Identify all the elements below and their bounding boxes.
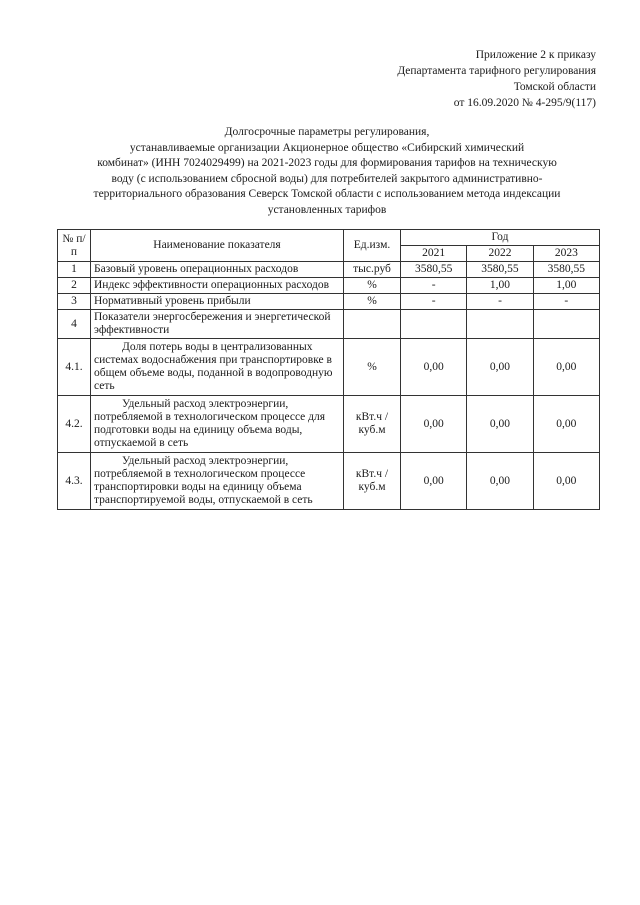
row-value-2022: 0,00 — [467, 396, 533, 453]
row-value-2022: 1,00 — [467, 278, 533, 294]
header-year: Год — [401, 230, 600, 246]
row-value-2023 — [533, 310, 599, 339]
row-num: 4.1. — [58, 339, 91, 396]
header-unit: Ед.изм. — [344, 230, 401, 262]
header-year-2021: 2021 — [401, 246, 467, 262]
header-line: Томской области — [513, 81, 596, 93]
row-unit: % — [344, 339, 401, 396]
title-line: воду (с использованием сбросной воды) для потребителей закрытого административно- — [111, 172, 543, 185]
row-unit: % — [344, 294, 401, 310]
row-num: 3 — [58, 294, 91, 310]
title-line: установленных тарифов — [267, 203, 387, 216]
header-order-date: от 16.09.2020 № 4-295/9(117) — [453, 97, 596, 109]
table-header-row — [58, 230, 600, 246]
row-unit: кВт.ч / куб.м — [344, 396, 401, 453]
table-row — [58, 310, 600, 339]
row-num: 4.2. — [58, 396, 91, 453]
header-year-2023: 2023 — [533, 246, 599, 262]
row-value-2023: 0,00 — [533, 339, 599, 396]
header-year-2022: 2022 — [467, 246, 533, 262]
row-value-2021 — [401, 310, 467, 339]
row-value-2022 — [467, 310, 533, 339]
header-line: Приложение 2 к приказу — [475, 49, 596, 61]
row-name: Базовый уровень операционных расходов — [91, 262, 344, 278]
row-value-2021: 0,00 — [401, 396, 467, 453]
row-value-2022: 0,00 — [467, 453, 533, 510]
row-value-2022: - — [467, 294, 533, 310]
row-value-2021: - — [401, 294, 467, 310]
header-num: № п/п — [58, 230, 91, 262]
row-unit: % — [344, 278, 401, 294]
parameters-table — [57, 229, 600, 510]
row-num: 4.3. — [58, 453, 91, 510]
title-line: территориального образования Северск Томской области с использованием метода индексации — [93, 188, 561, 200]
title-line: Долгосрочные параметры регулирования, — [224, 126, 430, 138]
row-value-2023: 1,00 — [533, 278, 599, 294]
table-row — [58, 453, 600, 510]
row-value-2023: 3580,55 — [533, 262, 599, 278]
row-unit: тыс.руб — [344, 262, 401, 278]
document-header — [397, 47, 596, 111]
title-line: комбинат» (ИНН 7024029499) на 2021-2023 годы для формирования тарифов на техническую — [97, 157, 557, 169]
row-name: Удельный расход электроэнергии, потребляемой в технологическом процессе транспортировки воды на единицу объема транспортируемой воды, отпускаемой в сеть — [91, 453, 344, 510]
row-value-2023: 0,00 — [533, 453, 599, 510]
row-num: 2 — [58, 278, 91, 294]
table-row — [58, 278, 600, 294]
table-row — [58, 294, 600, 310]
row-value-2021: 0,00 — [401, 339, 467, 396]
row-value-2022: 0,00 — [467, 339, 533, 396]
table-row — [58, 339, 600, 396]
row-num: 1 — [58, 262, 91, 278]
row-name: Индекс эффективности операционных расходов — [91, 278, 344, 294]
header-name: Наименование показателя — [91, 230, 344, 262]
row-value-2023: - — [533, 294, 599, 310]
row-unit: кВт.ч / куб.м — [344, 453, 401, 510]
table-row — [58, 396, 600, 453]
row-name: Доля потерь воды в централизованных системах водоснабжения при транспортировке в общем объеме воды, поданной в водопроводную сеть — [91, 339, 344, 396]
row-value-2023: 0,00 — [533, 396, 599, 453]
row-name: Нормативный уровень прибыли — [91, 294, 344, 310]
header-line: Департамента тарифного регулирования — [397, 65, 596, 77]
document-title — [58, 125, 596, 218]
row-value-2021: 0,00 — [401, 453, 467, 510]
row-name: Удельный расход электроэнергии, потребляемой в технологическом процессе для подготовки воды на единицу объема воды, отпускаемой в сеть — [91, 396, 344, 453]
row-unit — [344, 310, 401, 339]
row-value-2021: - — [401, 278, 467, 294]
title-line: устанавливаемые организации Акционерное общество «Сибирский химический — [129, 141, 525, 154]
row-num: 4 — [58, 310, 91, 339]
row-name: Показатели энергосбережения и энергетической эффективности — [91, 310, 344, 339]
table-row — [58, 262, 600, 278]
row-value-2022: 3580,55 — [467, 262, 533, 278]
row-value-2021: 3580,55 — [401, 262, 467, 278]
